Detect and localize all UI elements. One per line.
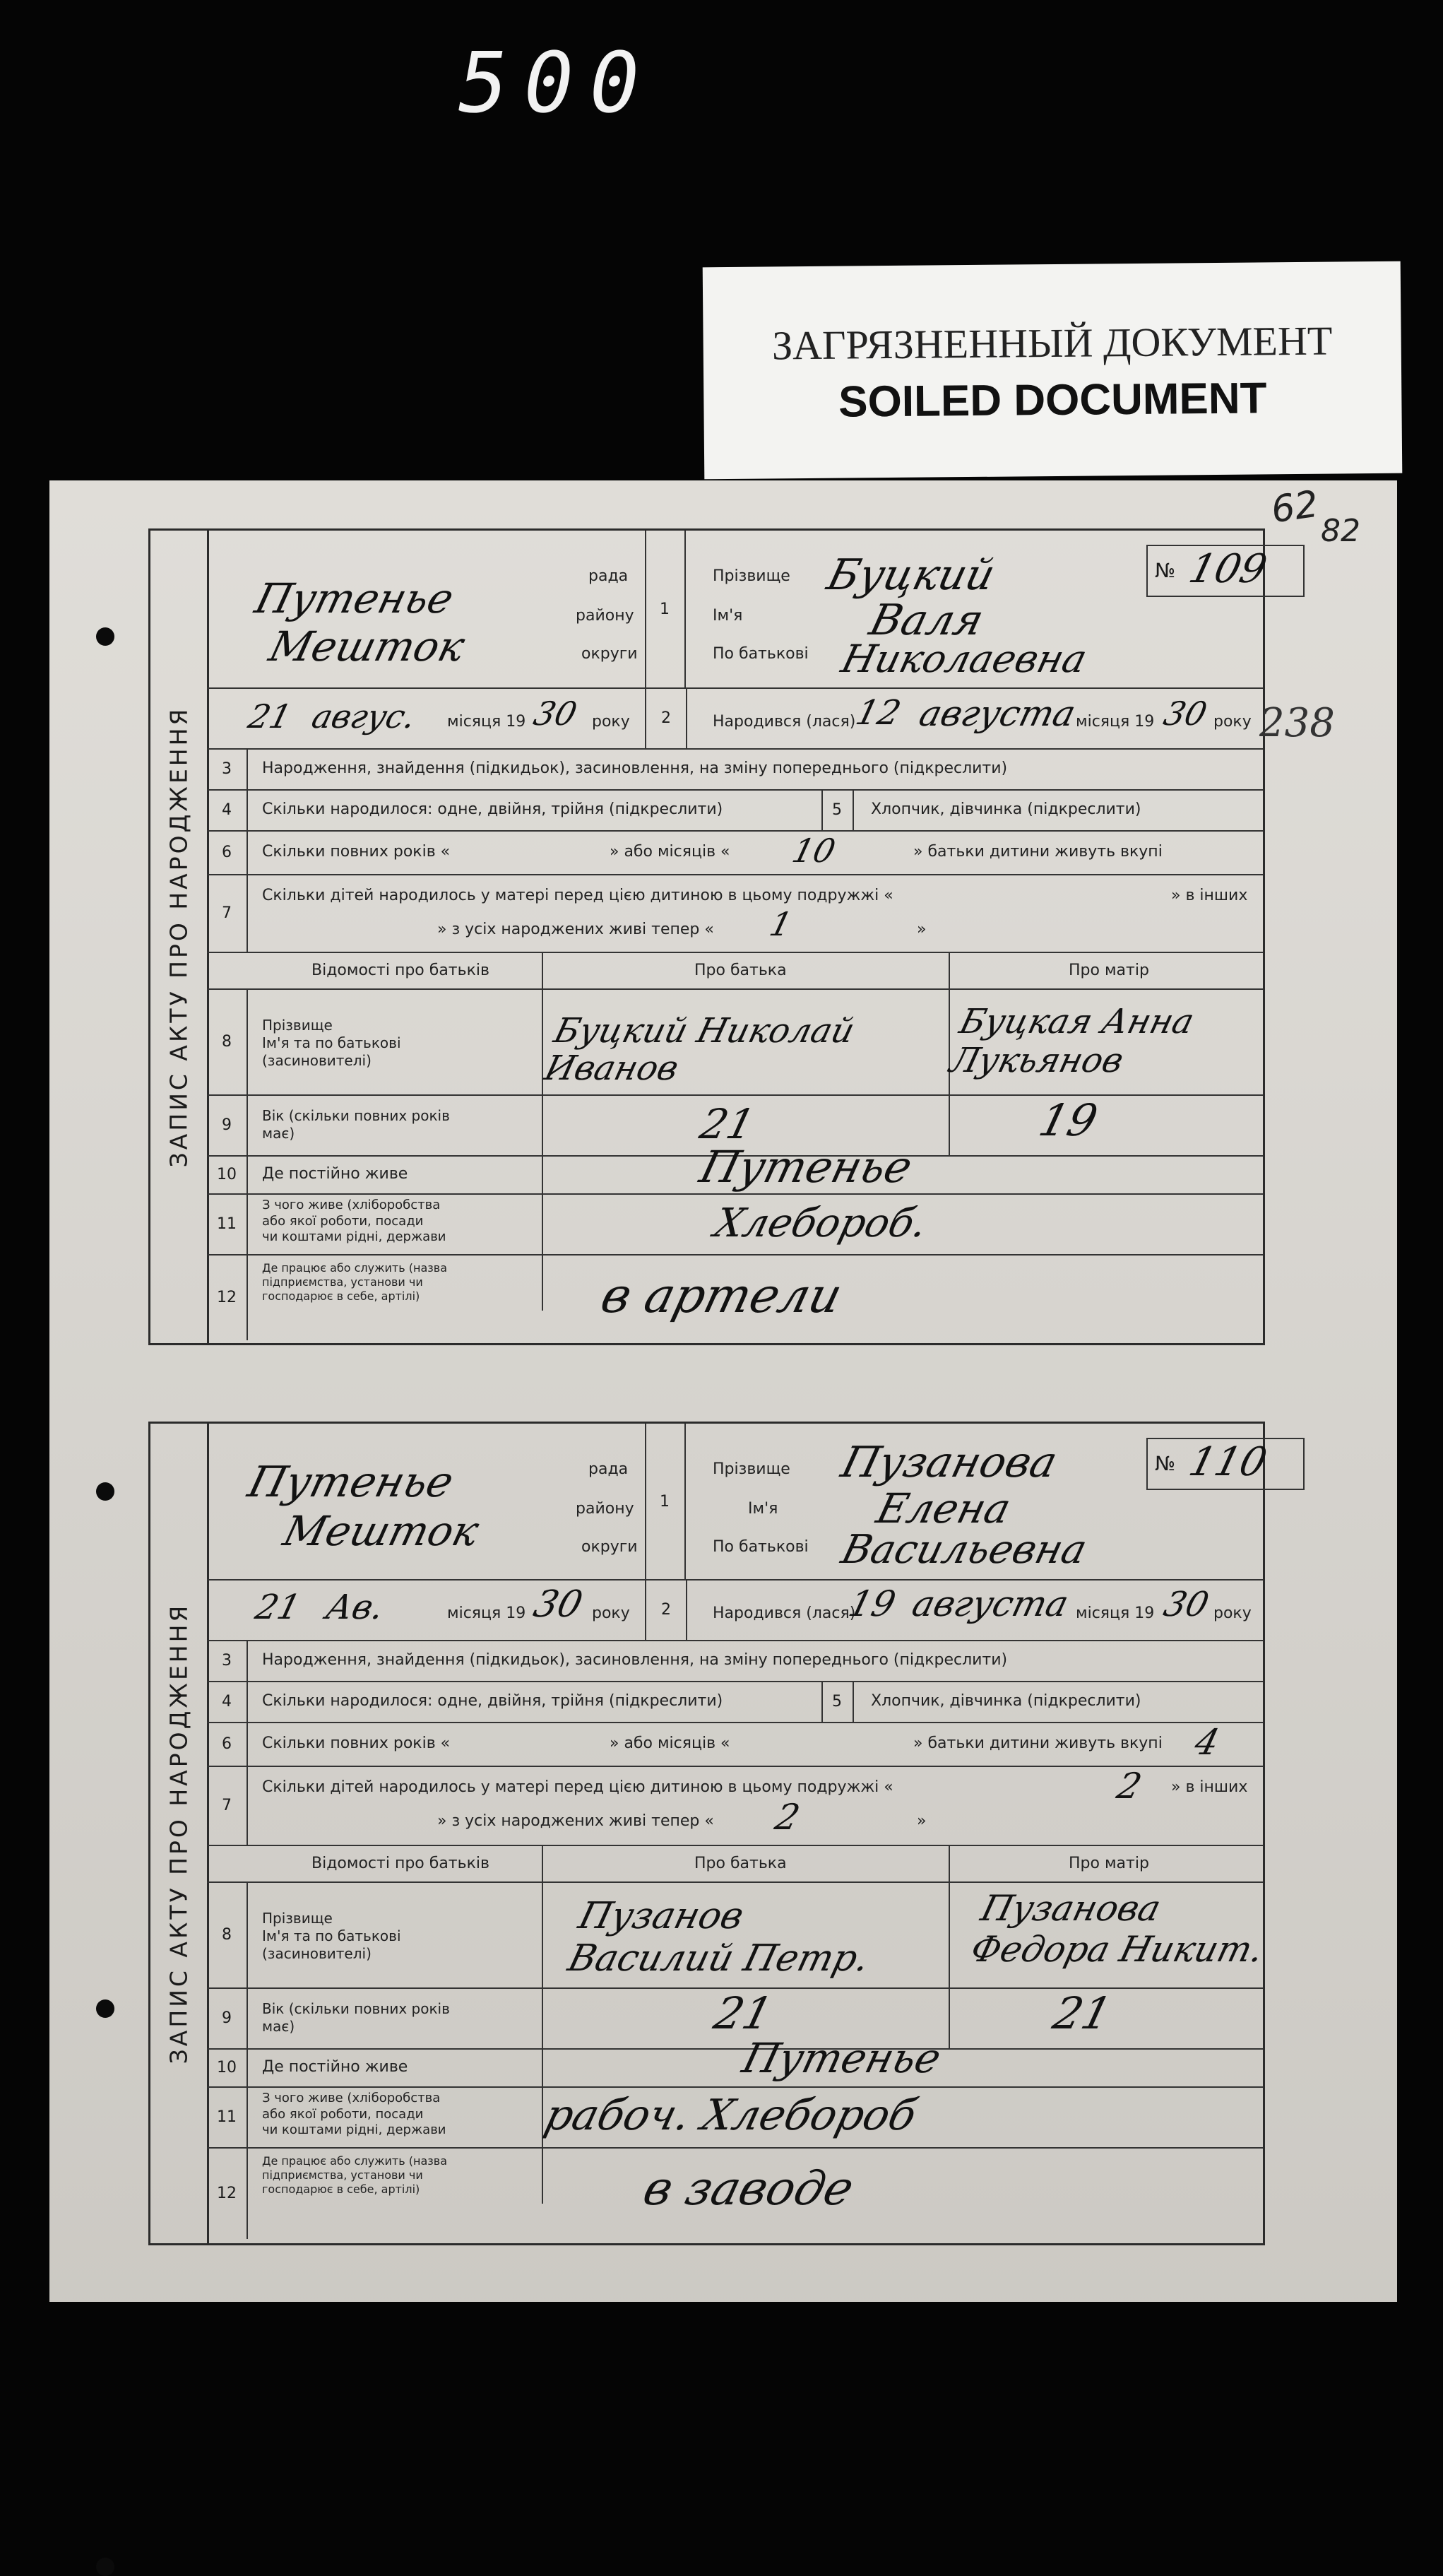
row7-other-label: » в інших bbox=[1171, 1778, 1248, 1796]
mother-name: Буцкая Анна Лукьянов bbox=[946, 1002, 1199, 1081]
children-before: 2 bbox=[1112, 1766, 1146, 1807]
parents-header-row bbox=[207, 1845, 1263, 1883]
margin-registration-number: 238 bbox=[1259, 700, 1335, 746]
registration-number-box bbox=[1146, 545, 1305, 597]
punch-hole bbox=[96, 1999, 114, 2018]
punch-hole bbox=[96, 1482, 114, 1501]
birth-month: августа bbox=[915, 693, 1080, 734]
row-11: 11 З чого живе (хліборобства або якої роботи, посади чи коштами рідні, держави рабоч. Хлебороб bbox=[207, 2086, 1263, 2149]
reg-year: 30 bbox=[529, 1583, 587, 1626]
soiled-label-en: SOILED DOCUMENT bbox=[838, 374, 1267, 427]
birth-record-2 bbox=[148, 1422, 1271, 2245]
father-header: Про батька bbox=[694, 962, 787, 979]
month-year-label: місяця 19 bbox=[447, 713, 526, 731]
children-alive: 2 bbox=[771, 1797, 804, 1838]
date-row: 21 Ав. місяця 19 30 року 2 Народився (лася) 19 августа місяця 19 30 року bbox=[207, 1579, 1263, 1641]
roku-label: року bbox=[592, 713, 630, 731]
birth-month: августа bbox=[908, 1583, 1073, 1624]
birth-day: 19 bbox=[844, 1583, 900, 1624]
father-age: 21 bbox=[695, 1100, 760, 1148]
patronymic-value: Васильевна bbox=[836, 1527, 1092, 1573]
registration-number: 109 bbox=[1184, 546, 1271, 592]
occupation: Хлебороб. bbox=[709, 1200, 932, 1246]
row10-label: Де постійно живе bbox=[262, 1165, 408, 1183]
father-name: Буцкий Николай Иванов bbox=[540, 1011, 859, 1088]
registration-number-box bbox=[1146, 1438, 1305, 1490]
row5-label: Хлопчик, дівчинка (підкреслити) bbox=[871, 800, 1141, 818]
row-9: 9 Вік (скільки повних років має) 21 19 bbox=[207, 1094, 1263, 1157]
record-side-title: ЗАПИС АКТУ ПРО НАРОДЖЕННЯ bbox=[150, 1424, 209, 2243]
name-value: Валя bbox=[865, 596, 989, 645]
row-7: 7 Скільки дітей народилось у матері перед цією дитиною в цьому подружжі « 2 » в інших » з усіх народжених живі тепер « 2 » bbox=[207, 1766, 1263, 1846]
occupation: рабоч. Хлебороб bbox=[540, 2091, 922, 2140]
name-label: Ім'я bbox=[713, 607, 743, 625]
archive-number: 82 bbox=[1321, 513, 1360, 549]
born-label: Народився (лася) bbox=[713, 713, 856, 731]
row11-label: З чого живе (хліборобства або якої роботи, посади чи коштами рідні, держави bbox=[262, 1198, 446, 1244]
row-12: 12 Де працює або служить (назва підприємства, установи чи господарює в себе, артілі) в заводе bbox=[207, 2147, 1263, 2239]
okruha-label: округи bbox=[581, 645, 638, 663]
residence: Путенье bbox=[694, 1141, 918, 1193]
months-together: 10 bbox=[788, 832, 840, 870]
frame-number: 500 bbox=[449, 34, 664, 131]
roku-label: року bbox=[592, 1605, 630, 1622]
row-7: 7 Скільки дітей народилось у матері перед цією дитиною в цьому подружжі « » в інших » з усіх народжених живі тепер « 1 » bbox=[207, 874, 1263, 953]
row6-together-label: » батьки дитини живуть вкупі bbox=[913, 1735, 1163, 1752]
row7-before-label: Скільки дітей народилось у матері перед цією дитиною в цьому подружжі « bbox=[262, 887, 893, 904]
surname-value: Пузанова bbox=[836, 1438, 1062, 1487]
row8-label: Прізвище Ім'я та по батькові (засиновителі) bbox=[262, 1017, 401, 1069]
father-name: Пузанов Василий Петр. bbox=[564, 1895, 874, 1980]
row-3: 3 Народження, знайдення (підкидьок), засиновлення, на зміну попереднього (підкреслити) bbox=[207, 1640, 1263, 1682]
name-label: Ім'я bbox=[748, 1500, 778, 1518]
punch-hole bbox=[96, 627, 114, 646]
rada-label: рада bbox=[588, 1460, 629, 1478]
reg-day: 21 bbox=[244, 697, 296, 735]
birth-day: 12 bbox=[852, 693, 905, 733]
children-alive: 1 bbox=[766, 905, 797, 943]
reg-month: Ав. bbox=[322, 1588, 388, 1627]
row7-close-quote: » bbox=[917, 921, 927, 938]
header-row: рада району округи Путенье Мешток 1 Прізвище Ім'я По батькові Пузанова Елена Васильевна № 110 bbox=[207, 1424, 1263, 1581]
soiled-label-ru: ЗАГРЯЗНЕННЫЙ ДОКУМЕНТ bbox=[771, 317, 1333, 369]
row12-label: Де працює або служить (назва підприємства, установи чи господарює в себе, артілі) bbox=[262, 1261, 448, 1303]
mother-age: 19 bbox=[1033, 1094, 1103, 1146]
reg-year: 30 bbox=[530, 695, 581, 733]
row9-label: Вік (скільки повних років має) bbox=[262, 1107, 450, 1142]
rada-value: Путенье bbox=[243, 1458, 458, 1507]
mother-age: 21 bbox=[1047, 1987, 1117, 2039]
row12-label: Де працює або служить (назва підприємства, установи чи господарює в себе, артілі) bbox=[262, 2154, 448, 2196]
row-8: 8 Прізвище Ім'я та по батькові (засиновителі) Буцкий Николай Иванов Буцкая Анна Лукьянов bbox=[207, 988, 1263, 1096]
okruha-value: Мешток bbox=[264, 622, 470, 670]
rada-value: Путенье bbox=[250, 574, 459, 622]
row7-alive-label: » з усіх народжених живі тепер « bbox=[437, 1812, 714, 1830]
row-12: 12 Де працює або служить (назва підприємства, установи чи господарює в себе, артілі) в артели bbox=[207, 1254, 1263, 1340]
raion-label: району bbox=[576, 607, 634, 625]
birth-roku-label: року bbox=[1213, 713, 1252, 731]
father-age: 21 bbox=[708, 1987, 778, 2039]
row7-other-label: » в інших bbox=[1171, 887, 1248, 904]
registration-number: 110 bbox=[1184, 1439, 1271, 1485]
mother-header: Про матір bbox=[1069, 1855, 1149, 1872]
row-10: 10 Де постійно живе Путенье bbox=[207, 2048, 1263, 2088]
row-3: 3 Народження, знайдення (підкидьок), засиновлення, на зміну попереднього (підкреслити) bbox=[207, 748, 1263, 791]
mother-name: Пузанова Федора Никит. bbox=[966, 1888, 1269, 1970]
okruha-value: Мешток bbox=[278, 1507, 484, 1555]
row3-label: Народження, знайдення (підкидьок), засиновлення, на зміну попереднього (підкреслити) bbox=[262, 1651, 1008, 1669]
years-together: 4 bbox=[1190, 1722, 1224, 1763]
row-8: 8 Прізвище Ім'я та по батькові (засиновителі) Пузанов Василий Петр. Пузанова Федора Никит. bbox=[207, 1881, 1263, 1989]
number-sign: № bbox=[1155, 559, 1176, 582]
birth-month-year-label: місяця 19 bbox=[1076, 1605, 1155, 1622]
reg-day: 21 bbox=[251, 1588, 305, 1627]
row6-months-label: » або місяців « bbox=[610, 1735, 730, 1752]
rada-label: рада bbox=[588, 567, 629, 585]
parents-header: Відомості про батьків bbox=[311, 962, 489, 979]
row-9: 9 Вік (скільки повних років має) 21 21 bbox=[207, 1987, 1263, 2050]
patronymic-label: По батькові bbox=[713, 645, 809, 663]
date-row: 21 авгус. місяця 19 30 року 2 Народився (лася) 12 августа місяця 19 30 року bbox=[207, 687, 1263, 750]
okruha-label: округи bbox=[581, 1538, 638, 1556]
workplace: в заводе bbox=[638, 2161, 860, 2216]
row6-months-label: » або місяців « bbox=[610, 843, 730, 861]
row-4: 4 Скільки народилося: одне, двійня, трійня (підкреслити) 5 Хлопчик, дівчинка (підкреслити) bbox=[207, 789, 1263, 832]
raion-label: району bbox=[576, 1500, 634, 1518]
patronymic-label: По батькові bbox=[713, 1538, 809, 1556]
patronymic-value: Николаевна bbox=[837, 637, 1092, 681]
birth-record-1 bbox=[148, 528, 1335, 1345]
birth-roku-label: року bbox=[1213, 1605, 1252, 1622]
row6-years-label: Скільки повних років « bbox=[262, 843, 451, 861]
birth-month-year-label: місяця 19 bbox=[1076, 713, 1155, 731]
archive-number: 62 bbox=[1269, 483, 1322, 532]
record-side-title: ЗАПИС АКТУ ПРО НАРОДЖЕННЯ bbox=[150, 531, 209, 1343]
month-year-label: місяця 19 bbox=[447, 1605, 526, 1622]
mother-header: Про матір bbox=[1069, 962, 1149, 979]
header-row: рада району округи Путенье Мешток 1 Прізвище Ім'я По батькові Буцкий Валя Николаевна № 109 bbox=[207, 531, 1263, 689]
reg-month: авгус. bbox=[308, 697, 420, 735]
row4-label: Скільки народилося: одне, двійня, трійня (підкреслити) bbox=[262, 800, 723, 818]
row-4: 4 Скільки народилося: одне, двійня, трійня (підкреслити) 5 Хлопчик, дівчинка (підкреслити) bbox=[207, 1681, 1263, 1723]
row7-before-label: Скільки дітей народилось у матері перед цією дитиною в цьому подружжі « bbox=[262, 1778, 893, 1796]
soiled-document-label bbox=[703, 261, 1403, 480]
born-label: Народився (лася) bbox=[713, 1605, 856, 1622]
surname-value: Буцкий bbox=[822, 550, 1000, 600]
row8-label: Прізвище Ім'я та по батькові (засиновителі) bbox=[262, 1910, 401, 1962]
surname-label: Прізвище bbox=[713, 1460, 790, 1478]
row5-label: Хлопчик, дівчинка (підкреслити) bbox=[871, 1692, 1141, 1710]
row11-label: З чого живе (хліборобства або якої роботи, посади чи коштами рідні, держави bbox=[262, 2091, 446, 2137]
row-10: 10 Де постійно живе Путенье bbox=[207, 1155, 1263, 1195]
parents-header-row bbox=[207, 952, 1263, 990]
row-11: 11 З чого живе (хліборобства або якої роботи, посади чи коштами рідні, держави Хлебороб. bbox=[207, 1193, 1263, 1255]
surname-label: Прізвище bbox=[713, 567, 790, 585]
row7-alive-label: » з усіх народжених живі тепер « bbox=[437, 921, 714, 938]
row3-label: Народження, знайдення (підкидьок), засиновлення, на зміну попереднього (підкреслити) bbox=[262, 760, 1008, 777]
number-sign: № bbox=[1155, 1452, 1176, 1475]
row6-years-label: Скільки повних років « bbox=[262, 1735, 451, 1752]
birth-year: 30 bbox=[1160, 695, 1211, 733]
father-header: Про батька bbox=[694, 1855, 787, 1872]
row-6: 6 Скільки повних років « » або місяців « 10 » батьки дитини живуть вкупі bbox=[207, 830, 1263, 875]
row4-label: Скільки народилося: одне, двійня, трійня (підкреслити) bbox=[262, 1692, 723, 1710]
row9-label: Вік (скільки повних років має) bbox=[262, 2000, 450, 2035]
row10-label: Де постійно живе bbox=[262, 2058, 408, 2076]
birth-year: 30 bbox=[1160, 1585, 1213, 1624]
parents-header: Відомості про батьків bbox=[311, 1855, 489, 1872]
punch-hole bbox=[96, 2558, 114, 2576]
row-6: 6 Скільки повних років « » або місяців « » батьки дитини живуть вкупі 4 bbox=[207, 1722, 1263, 1767]
name-value: Елена bbox=[872, 1484, 1016, 1532]
residence: Путенье bbox=[737, 2034, 946, 2082]
row7-close-quote: » bbox=[917, 1812, 927, 1830]
workplace: в артели bbox=[595, 1268, 848, 1324]
row6-together-label: » батьки дитини живуть вкупі bbox=[913, 843, 1163, 861]
